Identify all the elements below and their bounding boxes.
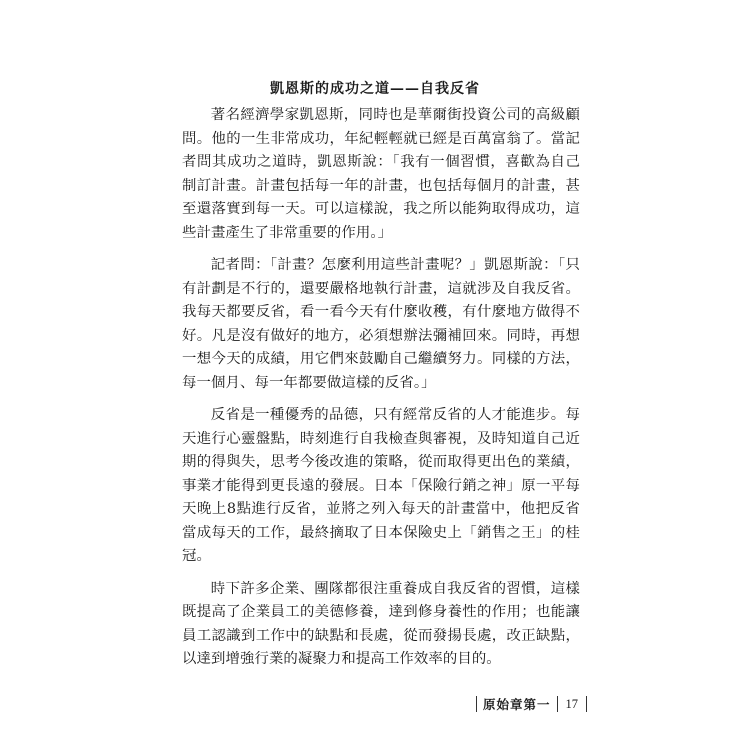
footer-divider-left <box>476 696 477 712</box>
paragraph-3: 反省是一種優秀的品德，只有經常反省的人才能進步。每天進行心靈盤點，時刻進行自我檢查與審視，及時知道自己近期的得與失，思考今後改進的策略，從而取得更出色的業績，事業才能得到更長遠的發展。日本「保險行銷之神」原一平每天晚上8點進行反省，並將之列入每天的計畫當中，他把反省當成每天的工作，最終摘取了日本保險史上「銷售之王」的桂冠。 <box>182 407 580 564</box>
page-footer <box>476 694 587 714</box>
body-text <box>182 104 580 681</box>
paragraph-4: 時下許多企業、團隊都很注重養成自我反省的習慣，這樣既提高了企業員工的美德修養，達到修身養性的作用；也能讓員工認識到工作中的缺點和長處，從而發揚長處，改正缺點，以達到增強行業的凝聚力和提高工作效率的目的。 <box>182 580 580 667</box>
paragraph-1: 著名經濟學家凱恩斯，同時也是華爾街投資公司的高級顧問。他的一生非常成功，年紀輕輕就已經是百萬富翁了。當記者問其成功之道時，凱恩斯說：「我有一個習慣，喜歡為自己制訂計畫。計畫包括每一年的計畫，也包括每個月的計畫，甚至還落實到每一天。可以這樣說，我之所以能夠取得成功，這些計畫產生了非常重要的作用。」 <box>182 107 580 241</box>
paragraph-2: 記者問：「計畫？怎麼利用這些計畫呢？」凱恩斯說：「只有計劃是不行的，還要嚴格地執行計畫，這就涉及自我反省。我每天都要反省，看一看今天有什麼收穫，有什麼地方做得不好。凡是沒有做好的地方，必須想辦法彌補回來。同時，再想一想今天的成績，用它們來鼓勵自己繼續努力。同樣的方法，每一個月、每一年都要做這樣的反省。」 <box>182 257 580 391</box>
chapter-label: 原始章第一 <box>483 697 551 712</box>
footer-divider-right <box>586 696 587 712</box>
page-number: 17 <box>565 696 579 711</box>
footer-divider-middle <box>557 696 558 712</box>
section-title: 凱恩斯的成功之道——自我反省 <box>270 81 480 97</box>
